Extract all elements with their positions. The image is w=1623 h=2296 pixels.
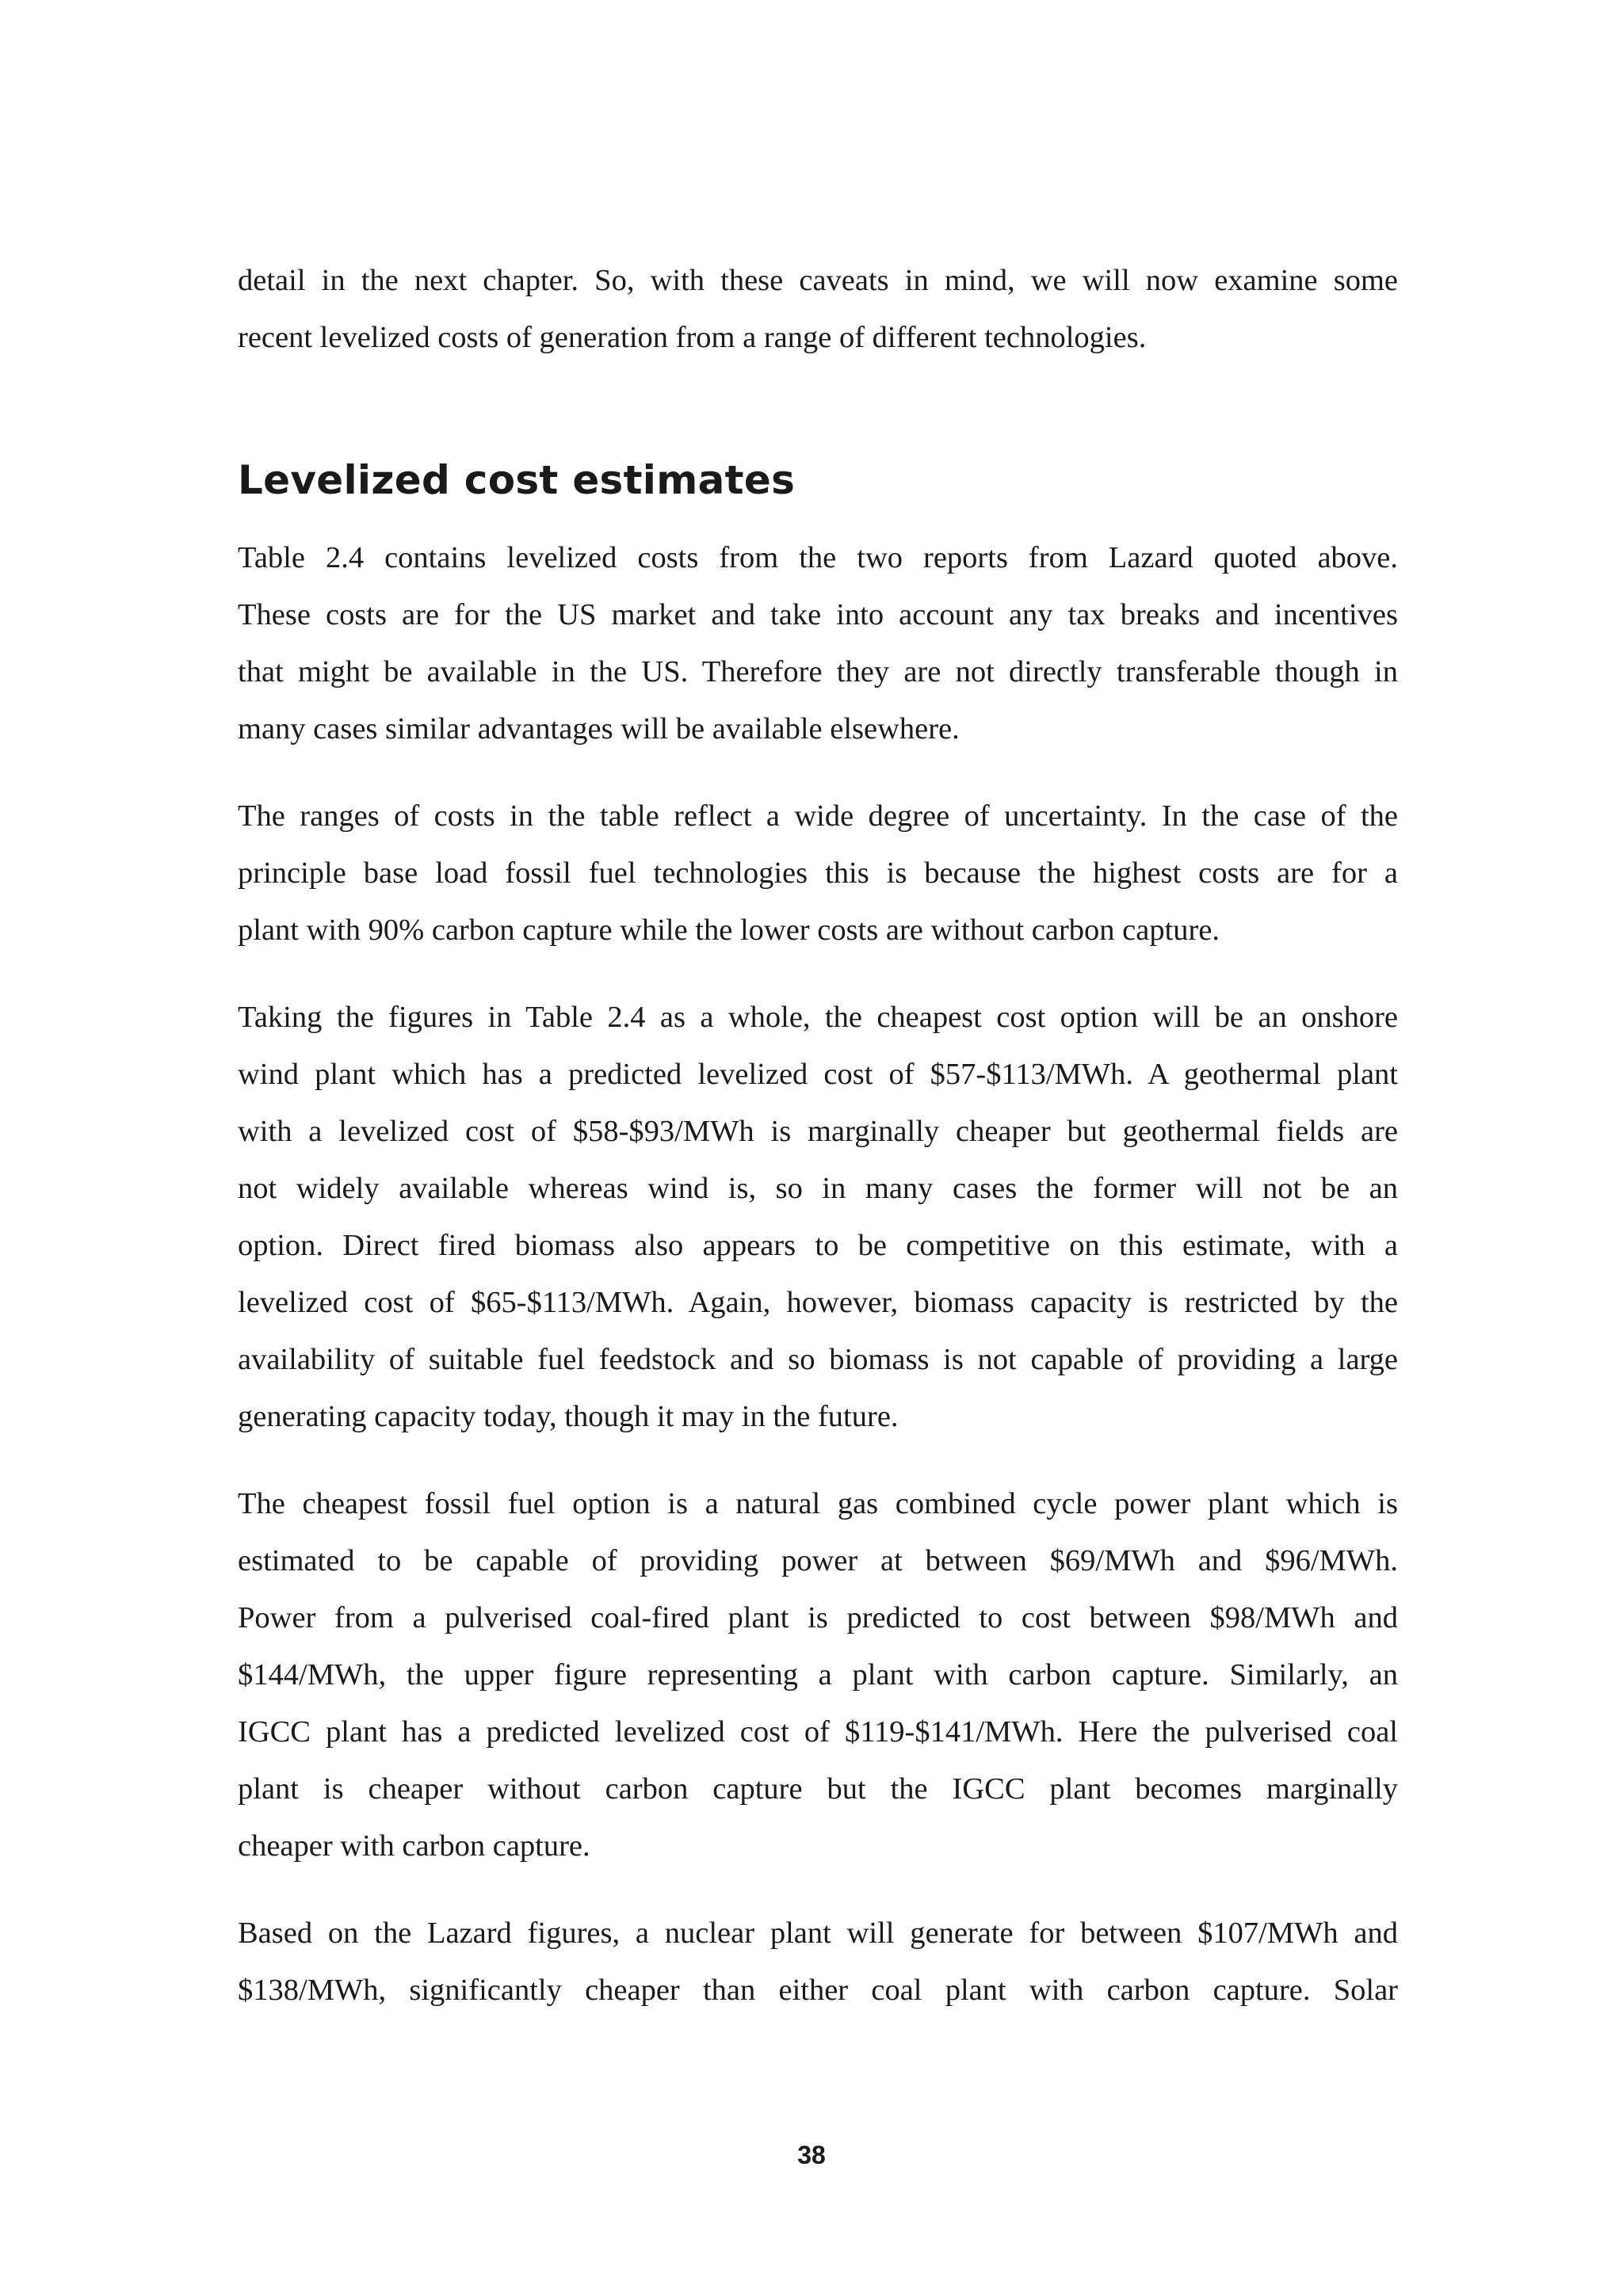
- paragraph-2: [238, 788, 1398, 959]
- text-line: estimated to be capable of providing power at between $69/MWh and $96/MWh.: [238, 1544, 1398, 1577]
- text-line: wind plant which has a predicted levelized cost of $57-$113/MWh. A geothermal plant: [238, 1058, 1398, 1091]
- paragraph-3: [238, 989, 1398, 1445]
- page-number: 38: [797, 2141, 826, 2169]
- text-line: These costs are for the US market and take into account any tax breaks and incentives: [238, 598, 1398, 631]
- text-line: cheaper with carbon capture.: [238, 1829, 590, 1863]
- text-line: generating capacity today, though it may in the future.: [238, 1400, 899, 1433]
- page-content: [238, 252, 1398, 2007]
- intro-paragraph: [238, 252, 1398, 366]
- text-line: option. Direct fired biomass also appears to be competitive on this estimate, with a: [238, 1229, 1398, 1262]
- paragraph-4: [238, 1475, 1398, 1875]
- text-line: The cheapest fossil fuel option is a natural gas combined cycle power plant which is: [238, 1487, 1398, 1520]
- text-line: levelized cost of $65-$113/MWh. Again, however, biomass capacity is restricted by the: [238, 1286, 1398, 1319]
- text-line: $138/MWh, significantly cheaper than either coal plant with carbon capture. Solar: [238, 1974, 1398, 2007]
- text-line: Taking the figures in Table 2.4 as a whole, the cheapest cost option will be an onshore: [238, 1001, 1398, 1034]
- text-line: not widely available whereas wind is, so in many cases the former will not be an: [238, 1172, 1398, 1205]
- section-heading: Levelized cost estimates: [238, 457, 796, 503]
- text-line: principle base load fossil fuel technologies this is because the highest costs are for a: [238, 856, 1398, 890]
- text-line: Power from a pulverised coal-fired plant is predicted to cost between $98/MWh and: [238, 1601, 1398, 1634]
- section-body: [238, 529, 1398, 2049]
- text-line: recent levelized costs of generation from a range of different technologies.: [238, 321, 1147, 354]
- paragraph-1: [238, 529, 1398, 757]
- text-line: availability of suitable fuel feedstock and so biomass is not capable of providing a large: [238, 1343, 1398, 1376]
- text-line: plant is cheaper without carbon capture but the IGCC plant becomes marginally: [238, 1772, 1398, 1806]
- text-line: Based on the Lazard figures, a nuclear plant will generate for between $107/MWh and: [238, 1917, 1398, 1950]
- text-line: that might be available in the US. Therefore they are not directly transferable though in: [238, 655, 1398, 688]
- text-line: many cases similar advantages will be available elsewhere.: [238, 712, 960, 746]
- text-line: detail in the next chapter. So, with these caveats in mind, we will now examine some: [238, 264, 1398, 297]
- text-line: plant with 90% carbon capture while the lower costs are without carbon capture.: [238, 913, 1220, 947]
- text-line: Table 2.4 contains levelized costs from the two reports from Lazard quoted above.: [238, 541, 1398, 574]
- text-line: $144/MWh, the upper figure representing a plant with carbon capture. Similarly, an: [238, 1658, 1398, 1691]
- text-line: IGCC plant has a predicted levelized cost of $119-$141/MWh. Here the pulverised coal: [238, 1715, 1398, 1749]
- text-line: with a levelized cost of $58-$93/MWh is marginally cheaper but geothermal fields are: [238, 1115, 1398, 1148]
- paragraph-5: [238, 1905, 1398, 2019]
- text-line: The ranges of costs in the table reflect a wide degree of uncertainty. In the case of the: [238, 799, 1398, 833]
